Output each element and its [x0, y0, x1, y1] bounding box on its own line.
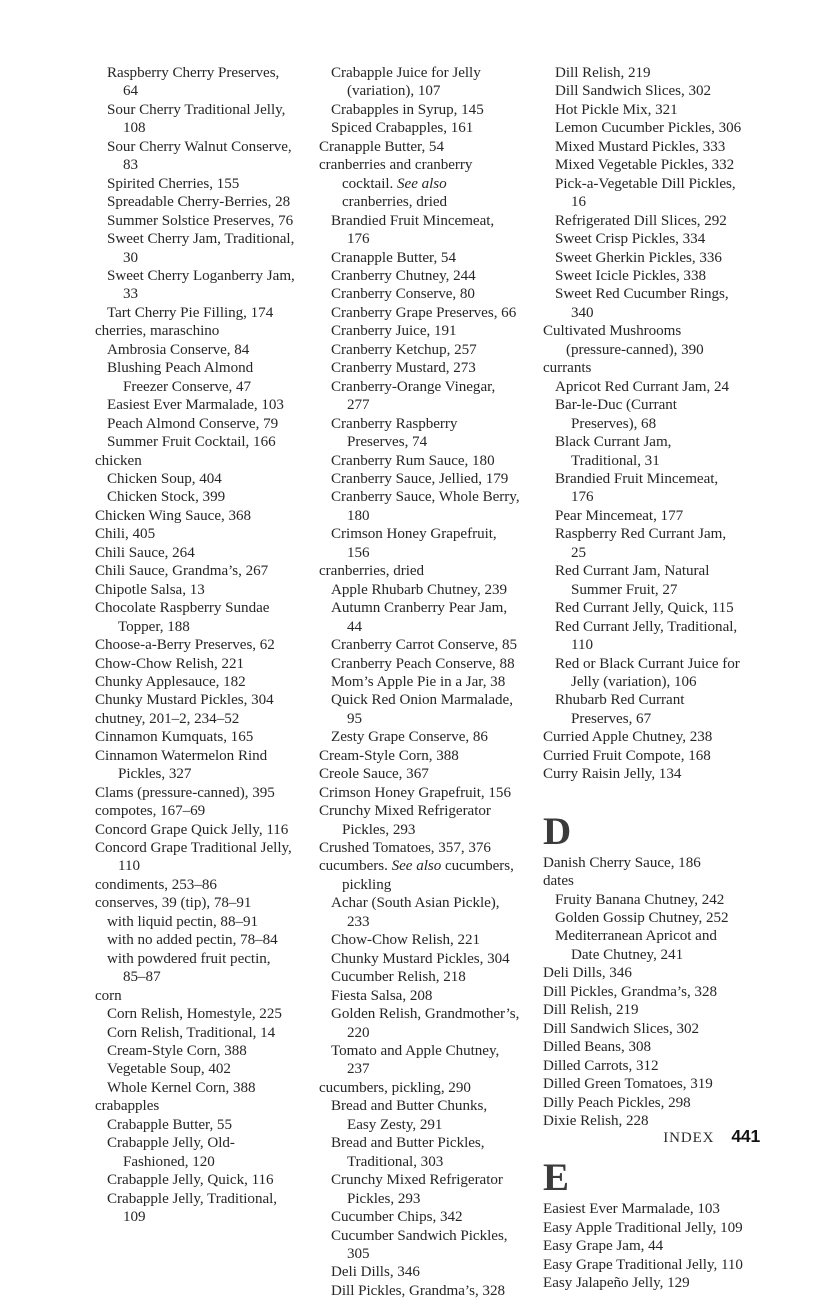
index-entry: Cinnamon Watermelon Rind Pickles, 327 [95, 747, 268, 783]
index-subentry: Cucumber Relish, 218 [331, 969, 466, 986]
index-subentry: Crabapples in Syrup, 145 [331, 101, 484, 118]
index-subentry: Golden Relish, Grandmother’s, 220 [331, 1006, 520, 1041]
index-subentry: Bar-le-Duc (Currant Preserves), 68 [555, 397, 677, 432]
index-entry: Crunchy Mixed Refrigerator Pickles, 293 [319, 803, 491, 838]
footer-section-label: INDEX [663, 1130, 715, 1146]
index-subentry: Vegetable Soup, 402 [107, 1061, 231, 1078]
index-subentry: Sour Cherry Walnut Conserve, 83 [107, 138, 292, 174]
index-subentry: Apricot Red Currant Jam, 24 [555, 378, 729, 395]
index-subentry: Blushing Peach Almond Freezer Conserve, 47 [107, 360, 254, 395]
index-subentry: Sweet Icicle Pickles, 338 [555, 267, 706, 284]
index-column-1 [88, 64, 312, 1226]
page-number: 441 [731, 1126, 760, 1146]
index-subentry: Red Currant Jelly, Quick, 115 [555, 600, 734, 617]
index-subentry: Tart Cherry Pie Filling, 174 [107, 304, 274, 321]
index-entry: crabapples [95, 1098, 160, 1115]
index-subentry: Cranapple Butter, 54 [331, 249, 456, 266]
index-subentry: Corn Relish, Homestyle, 225 [107, 1006, 282, 1023]
index-subentry: Cucumber Chips, 342 [331, 1209, 463, 1226]
index-entry: Easy Apple Traditional Jelly, 109 [543, 1219, 743, 1236]
index-subentry: Sweet Gherkin Pickles, 336 [555, 249, 722, 266]
index-subentry: Mediterranean Apricot and Date Chutney, 241 [555, 928, 717, 963]
index-subentry: Dill Sandwich Slices, 302 [555, 83, 712, 100]
index-subentry: Zesty Grape Conserve, 86 [331, 729, 488, 746]
index-subentry: Chow-Chow Relish, 221 [331, 932, 481, 949]
index-entry: Chicken Wing Sauce, 368 [95, 507, 252, 524]
index-subentry: with liquid pectin, 88–91 [107, 913, 259, 930]
index-column-2 [312, 64, 536, 1299]
section-letter-e: E [543, 1156, 570, 1200]
index-entry: Dilly Peach Pickles, 298 [543, 1094, 691, 1111]
index-entry: Cultivated Mushrooms (pressure-canned), 390 [543, 323, 704, 358]
index-subentry: Crunchy Mixed Refrigerator Pickles, 293 [331, 1172, 503, 1207]
index-entry: Dixie Relish, 228 [543, 1113, 649, 1130]
index-subentry: Hot Pickle Mix, 321 [555, 101, 678, 118]
index-subentry: Refrigerated Dill Slices, 292 [555, 212, 727, 229]
index-subentry: Autumn Cranberry Pear Jam, 44 [331, 600, 508, 635]
index-entry: Dill Relish, 219 [543, 1002, 639, 1019]
see-also-label: See also [391, 858, 442, 875]
see-also-label: See also [397, 175, 447, 192]
index-entry [319, 857, 520, 894]
index-entry: Chunky Mustard Pickles, 304 [95, 692, 274, 709]
index-subentry: Easiest Ever Marmalade, 103 [107, 397, 284, 414]
index-subentry: Fiesta Salsa, 208 [331, 987, 433, 1004]
index-subentry: Sweet Cherry Jam, Traditional, 30 [107, 231, 295, 266]
index-subentry: Tomato and Apple Chutney, 237 [331, 1043, 500, 1078]
index-entry: dates [543, 873, 574, 890]
index-subentry: Brandied Fruit Mincemeat, 176 [555, 470, 719, 506]
section-letter-d: D [543, 809, 572, 853]
index-entry [319, 156, 520, 211]
index-entry: Easiest Ever Marmalade, 103 [543, 1201, 720, 1218]
index-entry: Chili Sauce, Grandma’s, 267 [95, 563, 269, 580]
index-entry: Crimson Honey Grapefruit, 156 [319, 784, 511, 801]
index-entry: Concord Grape Traditional Jelly, 110 [95, 840, 292, 875]
index-subentry: Apple Rhubarb Chutney, 239 [331, 581, 507, 598]
index-subentry: Spiced Crabapples, 161 [331, 120, 474, 137]
index-entry: corn [95, 987, 122, 1004]
index-entry: Chunky Applesauce, 182 [95, 673, 246, 690]
index-subentry: Deli Dills, 346 [331, 1264, 420, 1281]
index-subentry: Spirited Cherries, 155 [107, 175, 240, 192]
index-entry: Deli Dills, 346 [543, 965, 632, 982]
index-subentry: with no added pectin, 78–84 [107, 932, 278, 949]
index-entry: Cinnamon Kumquats, 165 [95, 729, 254, 746]
index-subentry: Crabapple Juice for Jelly (variation), 107 [331, 65, 481, 100]
index-entry: Chili, 405 [95, 526, 156, 543]
index-entry: Curry Raisin Jelly, 134 [543, 766, 682, 783]
index-entry: Chipotle Salsa, 13 [95, 581, 205, 598]
index-subentry: Fruity Banana Chutney, 242 [555, 891, 725, 908]
index-subentry: Raspberry Cherry Preserves, 64 [107, 65, 280, 100]
index-subentry: Chicken Soup, 404 [107, 470, 222, 487]
index-entry: compotes, 167–69 [95, 803, 206, 820]
index-subentry: Corn Relish, Traditional, 14 [107, 1024, 276, 1041]
index-subentry: with powdered fruit pectin, 85–87 [107, 950, 271, 986]
index-subentry: Summer Solstice Preserves, 76 [107, 212, 294, 229]
index-subentry: Ambrosia Conserve, 84 [107, 341, 250, 358]
index-subentry: Pear Mincemeat, 177 [555, 507, 684, 524]
index-entry: Cream-Style Corn, 388 [319, 747, 459, 764]
section-spacer [536, 784, 744, 792]
index-subentry: Crabapple Butter, 55 [107, 1116, 232, 1133]
index-subentry: Summer Fruit Cocktail, 166 [107, 434, 276, 451]
entry-text-tail: cranberries, dried [342, 194, 448, 211]
index-subentry: Cranberry Sauce, Jellied, 179 [331, 470, 509, 487]
index-subentry: Bread and Butter Chunks, Easy Zesty, 291 [331, 1098, 488, 1133]
index-entry: Crushed Tomatoes, 357, 376 [319, 840, 491, 857]
index-subentry: Crabapple Jelly, Old-Fashioned, 120 [107, 1135, 235, 1170]
index-subentry: Crabapple Jelly, Quick, 116 [107, 1172, 274, 1189]
index-subentry: Sour Cherry Traditional Jelly, 108 [107, 101, 286, 137]
index-subentry: Sweet Cherry Loganberry Jam, 33 [107, 267, 295, 303]
index-subentry: Pick-a-Vegetable Dill Pickles, 16 [555, 175, 736, 211]
index-subentry: Cranberry Conserve, 80 [331, 286, 475, 303]
index-subentry: Cranberry Rum Sauce, 180 [331, 452, 495, 469]
index-subentry: Whole Kernel Corn, 388 [107, 1079, 256, 1096]
index-subentry: Bread and Butter Pickles, Traditional, 303 [331, 1135, 485, 1170]
index-subentry: Chicken Stock, 399 [107, 489, 226, 506]
index-entry: Curried Fruit Compote, 168 [543, 747, 711, 764]
index-subentry: Cranberry Chutney, 244 [331, 267, 476, 284]
index-subentry: Crabapple Jelly, Traditional, 109 [107, 1190, 278, 1226]
index-subentry: Raspberry Red Currant Jam, 25 [555, 526, 727, 561]
index-subentry: Cucumber Sandwich Pickles, 305 [331, 1227, 508, 1262]
index-entry: Easy Grape Traditional Jelly, 110 [543, 1256, 743, 1273]
index-entry: cherries, maraschino [95, 323, 220, 340]
index-entry: cranberries, dried [319, 563, 425, 580]
index-entry: Dill Pickles, Grandma’s, 328 [543, 983, 717, 1000]
footer-inner [663, 1126, 760, 1147]
index-subentry: Sweet Crisp Pickles, 334 [555, 231, 706, 248]
index-subentry: Golden Gossip Chutney, 252 [555, 910, 729, 927]
index-entry: Cranapple Butter, 54 [319, 138, 444, 155]
index-subentry: Mom’s Apple Pie in a Jar, 38 [331, 673, 506, 690]
index-subentry: Rhubarb Red Currant Preserves, 67 [555, 692, 685, 727]
index-entry: Danish Cherry Sauce, 186 [543, 854, 701, 871]
index-entry: Curried Apple Chutney, 238 [543, 729, 713, 746]
page-footer [0, 1126, 840, 1156]
index-subentry: Quick Red Onion Marmalade, 95 [331, 692, 513, 727]
index-subentry: Mixed Vegetable Pickles, 332 [555, 157, 735, 174]
index-subentry: Cranberry Grape Preserves, 66 [331, 304, 517, 321]
index-entry: Creole Sauce, 367 [319, 766, 429, 783]
index-subentry: Chunky Mustard Pickles, 304 [331, 950, 510, 967]
entry-text-lead: cranberries and cranberry cocktail. [319, 157, 473, 192]
index-subentry: Red or Black Currant Juice for Jelly (variation), 106 [555, 655, 740, 690]
index-subentry: Cranberry Ketchup, 257 [331, 341, 477, 358]
index-entry: Easy Grape Jam, 44 [543, 1238, 664, 1255]
index-entry: cucumbers, pickling, 290 [319, 1079, 471, 1096]
index-entry: currants [543, 360, 592, 377]
entry-text-tail: cucumbers, pickling [342, 858, 514, 893]
index-subentry: Crimson Honey Grapefruit, 156 [331, 526, 497, 561]
index-subentry: Black Currant Jam, Traditional, 31 [555, 434, 672, 469]
index-subentry: Cranberry-Orange Vinegar, 277 [331, 378, 496, 414]
index-subentry: Red Currant Jam, Natural Summer Fruit, 27 [555, 563, 710, 598]
index-subentry: Brandied Fruit Mincemeat, 176 [331, 212, 495, 248]
index-subentry: Cranberry Juice, 191 [331, 323, 457, 340]
index-entry: condiments, 253–86 [95, 876, 217, 893]
index-subentry: Dill Relish, 219 [555, 65, 651, 81]
index-entry: Easy Jalapeño Jelly, 129 [543, 1275, 690, 1292]
index-entry: Dilled Green Tomatoes, 319 [543, 1076, 713, 1093]
index-subentry: Lemon Cucumber Pickles, 306 [555, 120, 742, 137]
entry-text-lead: cucumbers. [319, 858, 392, 875]
index-subentry: Red Currant Jelly, Traditional, 110 [555, 618, 738, 654]
index-subentry: Cranberry Raspberry Preserves, 74 [331, 415, 458, 451]
index-entry: Dilled Carrots, 312 [543, 1057, 659, 1074]
index-entry: Concord Grape Quick Jelly, 116 [95, 821, 289, 838]
index-subentry: Cream-Style Corn, 388 [107, 1043, 247, 1060]
index-entry: Chow-Chow Relish, 221 [95, 655, 245, 672]
index-entry: Chili Sauce, 264 [95, 544, 195, 561]
index-subentry: Sweet Red Cucumber Rings, 340 [555, 286, 729, 321]
index-entry: Chocolate Raspberry Sundae Topper, 188 [95, 600, 270, 635]
index-subentry: Peach Almond Conserve, 79 [107, 415, 279, 432]
index-subentry: Cranberry Sauce, Whole Berry, 180 [331, 489, 520, 524]
index-subentry: Cranberry Mustard, 273 [331, 360, 476, 377]
index-subentry: Spreadable Cherry-Berries, 28 [107, 194, 291, 211]
index-entry: Choose-a-Berry Preserves, 62 [95, 637, 275, 654]
index-entry: Dill Sandwich Slices, 302 [543, 1020, 700, 1037]
index-subentry: Achar (South Asian Pickle), 233 [331, 895, 500, 930]
index-subentry: Mixed Mustard Pickles, 333 [555, 138, 726, 155]
index-subentry: Dill Pickles, Grandma’s, 328 [331, 1282, 505, 1299]
index-entry: chicken [95, 452, 142, 469]
index-entry: Clams (pressure-canned), 395 [95, 784, 275, 801]
index-subentry: Cranberry Carrot Conserve, 85 [331, 637, 518, 654]
index-entry: chutney, 201–2, 234–52 [95, 710, 240, 727]
index-subentry: Cranberry Peach Conserve, 88 [331, 655, 515, 672]
index-entry: Dilled Beans, 308 [543, 1039, 652, 1056]
index-entry: conserves, 39 (tip), 78–91 [95, 895, 252, 912]
